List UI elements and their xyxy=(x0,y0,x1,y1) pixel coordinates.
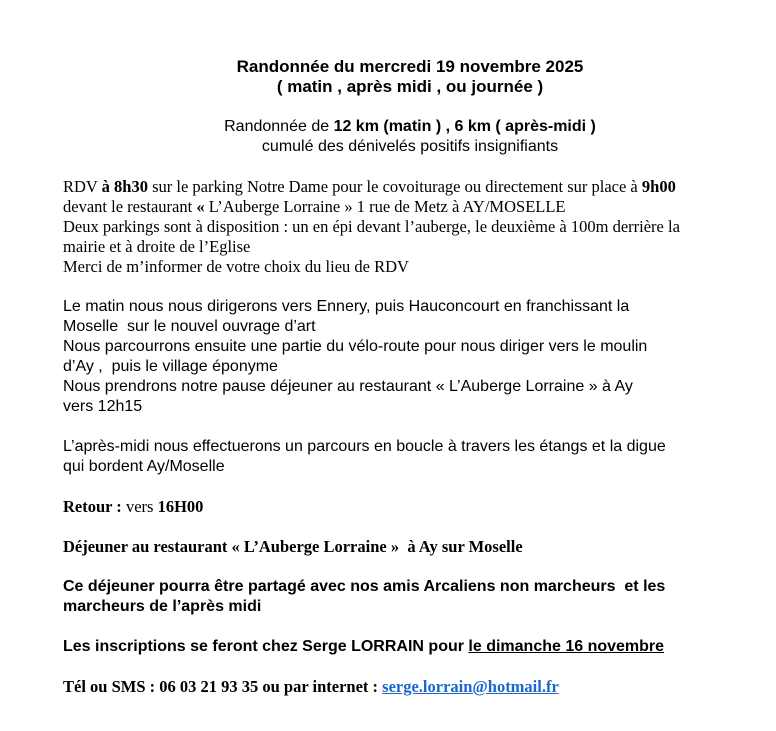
line-inscriptions-line-1 xyxy=(63,637,757,657)
text-run: Randonnée du mercredi 19 novembre 2025 xyxy=(236,57,584,76)
paragraph-morning-line-5 xyxy=(63,377,757,397)
text-run: Tél ou SMS : 06 03 21 93 35 ou par internet : xyxy=(63,677,383,696)
text-run: devant le restaurant xyxy=(63,197,197,216)
text-run: Déjeuner au restaurant « L’Auberge Lorraine » à Ay sur Moselle xyxy=(63,537,523,556)
text-run: Ce déjeuner pourra être partagé avec nos amis Arcaliens non marcheurs et les xyxy=(63,578,666,595)
text-run: Retour : xyxy=(63,497,122,516)
text-run: Le matin nous nous dirigerons vers Ennery, puis Hauconcourt en franchissant la xyxy=(63,298,630,315)
paragraph-afternoon-line-1 xyxy=(63,437,757,457)
text-run: Nous prendrons notre pause déjeuner au restaurant « L’Auberge Lorraine » à Ay xyxy=(63,378,633,395)
text-run: vers xyxy=(121,497,158,516)
line-spacer xyxy=(63,477,757,497)
line-contact xyxy=(63,677,757,697)
paragraph-morning-line-6 xyxy=(63,397,757,417)
text-run: marcheurs de l’après midi xyxy=(63,598,262,615)
line-spacer xyxy=(63,157,757,177)
text-run: ( matin , après midi , ou journée ) xyxy=(276,77,544,96)
text-run: mairie et à droite de l’Eglise xyxy=(63,237,251,256)
line-return-time xyxy=(63,497,757,517)
text-run: L’après-midi nous effectuerons un parcours en boucle à travers les étangs et la digue xyxy=(63,438,666,455)
text-run: Randonnée de xyxy=(224,118,334,135)
paragraph-rdv-line-5 xyxy=(63,257,757,277)
text-run: « xyxy=(196,197,205,216)
text-run: vers 12h15 xyxy=(63,398,143,415)
text-run: 12 km (matin ) , 6 km ( après-midi ) xyxy=(333,118,596,135)
paragraph-morning-line-3 xyxy=(63,337,757,357)
text-run: Les inscriptions se feront chez Serge LORRAIN pour xyxy=(63,638,469,655)
text-run: 16H00 xyxy=(157,497,204,516)
title-line-2 xyxy=(63,77,757,97)
paragraph-rdv-line-2 xyxy=(63,197,757,217)
text-run: 9h00 xyxy=(641,177,676,196)
title-line-1 xyxy=(63,57,757,77)
line-spacer xyxy=(63,277,757,297)
subtitle-distance-line-2 xyxy=(63,137,757,157)
paragraph-shared-lunch-line-1 xyxy=(63,577,757,597)
line-return-time-line-1 xyxy=(63,497,757,517)
title xyxy=(63,57,757,97)
text-run: à 8h30 xyxy=(101,177,148,196)
email-link[interactable]: serge.lorrain@hotmail.fr xyxy=(382,677,559,696)
paragraph-shared-lunch-line-2 xyxy=(63,597,757,617)
text-run: d’Ay , puis le village éponyme xyxy=(63,358,278,375)
line-contact-line-1 xyxy=(63,677,757,697)
text-run: sur le parking Notre Dame pour le covoiturage ou directement sur place à xyxy=(147,177,642,196)
paragraph-rdv xyxy=(63,177,757,277)
paragraph-afternoon-line-2 xyxy=(63,457,757,477)
line-lunch-restaurant-line-1 xyxy=(63,537,757,557)
text-run: cumulé des dénivelés positifs insignifiants xyxy=(261,138,559,155)
text-run: L’Auberge Lorraine » 1 rue de Metz à AY/MOSELLE xyxy=(204,197,566,216)
line-spacer xyxy=(63,97,757,117)
line-spacer xyxy=(63,557,757,577)
line-spacer xyxy=(63,657,757,677)
paragraph-afternoon xyxy=(63,437,757,477)
line-inscriptions xyxy=(63,637,757,657)
text-run: Merci de m’informer de votre choix du lieu de RDV xyxy=(63,257,409,276)
text-run: Nous parcourrons ensuite une partie du vélo-route pour nous diriger vers le moulin xyxy=(63,338,648,355)
paragraph-rdv-line-4 xyxy=(63,237,757,257)
line-lunch-restaurant xyxy=(63,537,757,557)
paragraph-morning-line-4 xyxy=(63,357,757,377)
line-spacer xyxy=(63,517,757,537)
paragraph-shared-lunch xyxy=(63,577,757,617)
text-run: le dimanche 16 novembre xyxy=(468,638,665,655)
line-spacer xyxy=(63,617,757,637)
paragraph-rdv-line-3 xyxy=(63,217,757,237)
paragraph-morning-line-1 xyxy=(63,297,757,317)
text-run: qui bordent Ay/Moselle xyxy=(63,458,225,475)
paragraph-morning-line-2 xyxy=(63,317,757,337)
text-run: RDV xyxy=(63,177,102,196)
subtitle-distance xyxy=(63,117,757,157)
subtitle-distance-line-1 xyxy=(63,117,757,137)
line-spacer xyxy=(63,417,757,437)
text-run: Moselle sur le nouvel ouvrage d’art xyxy=(63,318,316,335)
paragraph-rdv-line-1 xyxy=(63,177,757,197)
text-run: Deux parkings sont à disposition : un en épi devant l’auberge, le deuxième à 100m derrière la xyxy=(63,217,680,236)
paragraph-morning xyxy=(63,297,757,417)
